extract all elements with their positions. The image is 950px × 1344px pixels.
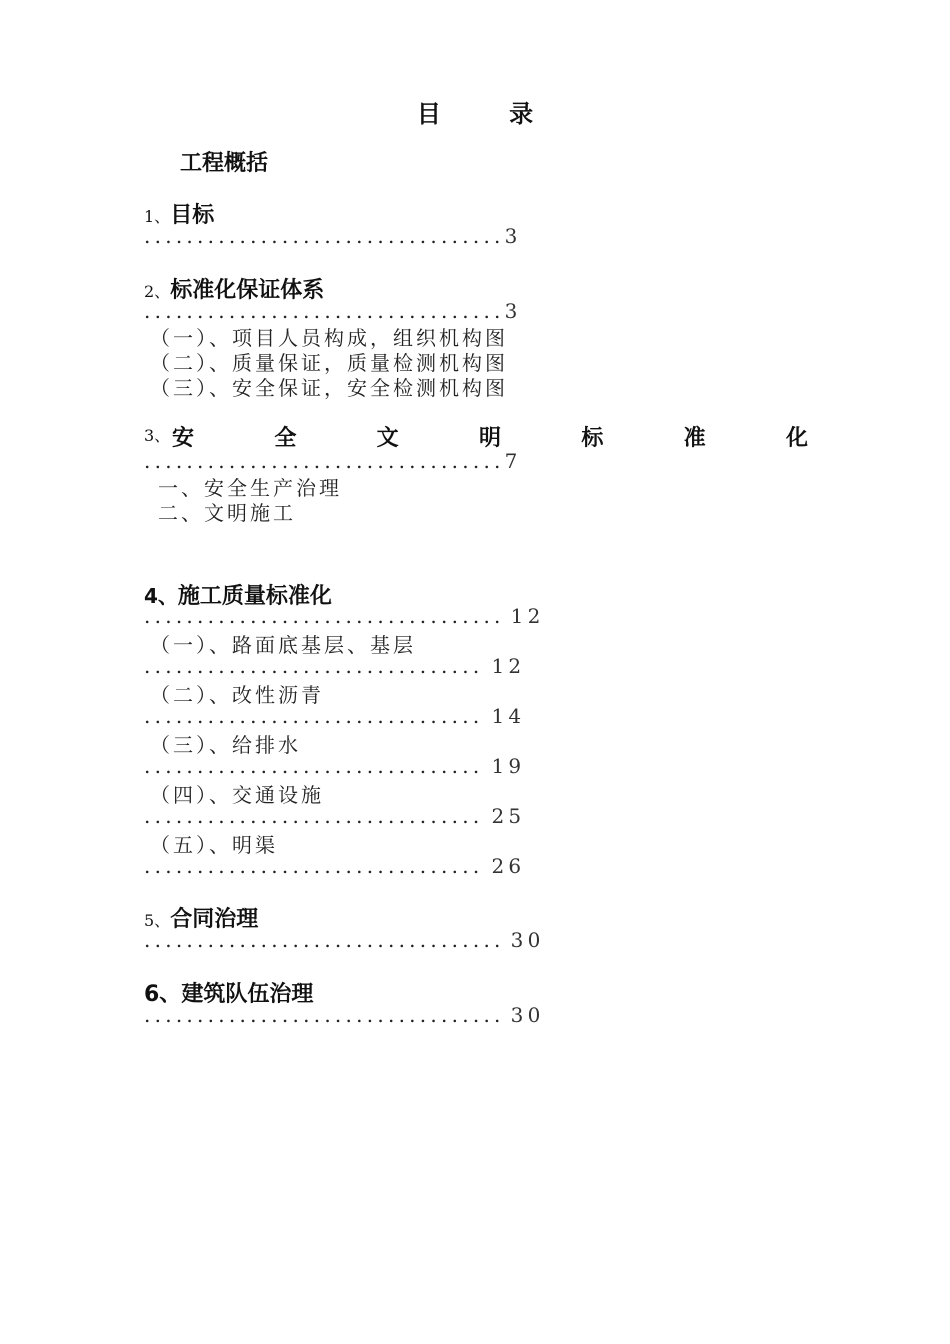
toc-section-3[interactable]: [172, 421, 808, 452]
toc-leader: [144, 804, 525, 828]
leader-dots: ..................................: [144, 299, 505, 323]
section-label: 目标: [170, 203, 215, 228]
page-number: 12: [510, 604, 545, 628]
toc-subitem[interactable]: 二、文明施工: [158, 501, 296, 525]
page-number: 12: [491, 654, 526, 678]
leader-dots: ................................: [144, 754, 484, 778]
page-number: 25: [491, 804, 526, 828]
toc-leader: [144, 449, 522, 473]
section-char: 安: [172, 426, 195, 451]
page-number: 3: [504, 299, 522, 323]
toc-subitem[interactable]: （一）、路面底基层、基层: [150, 633, 416, 657]
page-title: 目 录: [416, 100, 564, 128]
section-label: 标准化保证体系: [170, 278, 325, 303]
toc-subitem[interactable]: （五）、明渠: [150, 833, 278, 857]
leader-dots: ................................: [144, 654, 484, 678]
leader-dots: ..................................: [144, 928, 505, 952]
toc-leader: [144, 224, 522, 248]
page-number: 30: [510, 1003, 545, 1027]
leader-dots: ................................: [144, 804, 484, 828]
toc-leader: [144, 754, 525, 778]
toc-leader: [144, 854, 525, 878]
leader-dots: ..................................: [144, 449, 505, 473]
toc-subitem[interactable]: （四）、交通设施: [150, 783, 324, 807]
page-number: 26: [491, 854, 526, 878]
toc-subitem[interactable]: （三）、安全保证，安全检测机构图: [150, 376, 508, 400]
toc-subitem[interactable]: （二）、改性沥青: [150, 683, 324, 707]
toc-section-3-number: [144, 423, 170, 446]
section-char: 明: [478, 426, 501, 451]
toc-leader: [144, 299, 522, 323]
toc-subitem[interactable]: （一）、项目人员构成，组织机构图: [150, 326, 508, 350]
section-char: 准: [683, 426, 706, 451]
section-label: 合同治理: [170, 907, 259, 932]
toc-subitem[interactable]: （二）、质量保证，质量检测机构图: [150, 351, 508, 375]
section-number: 3、: [144, 426, 171, 445]
section-label: 建筑队伍治理: [181, 982, 314, 1007]
toc-leader: [144, 654, 525, 678]
section-label: 施工质量标准化: [177, 584, 332, 609]
page-number: 7: [504, 449, 522, 473]
leader-dots: ................................: [144, 854, 484, 878]
toc-leader: [144, 928, 545, 952]
toc-subitem[interactable]: 一、安全生产治理: [158, 476, 342, 500]
section-char: 标: [581, 426, 604, 451]
page-number: 3: [504, 224, 522, 248]
leader-dots: ..................................: [144, 224, 505, 248]
page-number: 19: [491, 754, 526, 778]
section-number: 5、: [144, 911, 171, 930]
toc-leader: [144, 1003, 545, 1027]
section-number: 4、: [144, 584, 178, 608]
section-number: 2、: [144, 282, 171, 301]
overview-heading: 工程概括: [180, 151, 269, 176]
page-number: 30: [510, 928, 545, 952]
section-char: 化: [785, 426, 808, 451]
section-char: 全: [274, 426, 297, 451]
leader-dots: ..................................: [144, 604, 505, 628]
section-number: 1、: [144, 207, 171, 226]
toc-leader: [144, 704, 525, 728]
section-char: 文: [376, 426, 399, 451]
leader-dots: ..................................: [144, 1003, 505, 1027]
leader-dots: ................................: [144, 704, 484, 728]
toc-subitem[interactable]: （三）、给排水: [150, 733, 301, 757]
section-number: 6、: [144, 982, 182, 1007]
toc-leader: [144, 604, 545, 628]
page-number: 14: [491, 704, 526, 728]
